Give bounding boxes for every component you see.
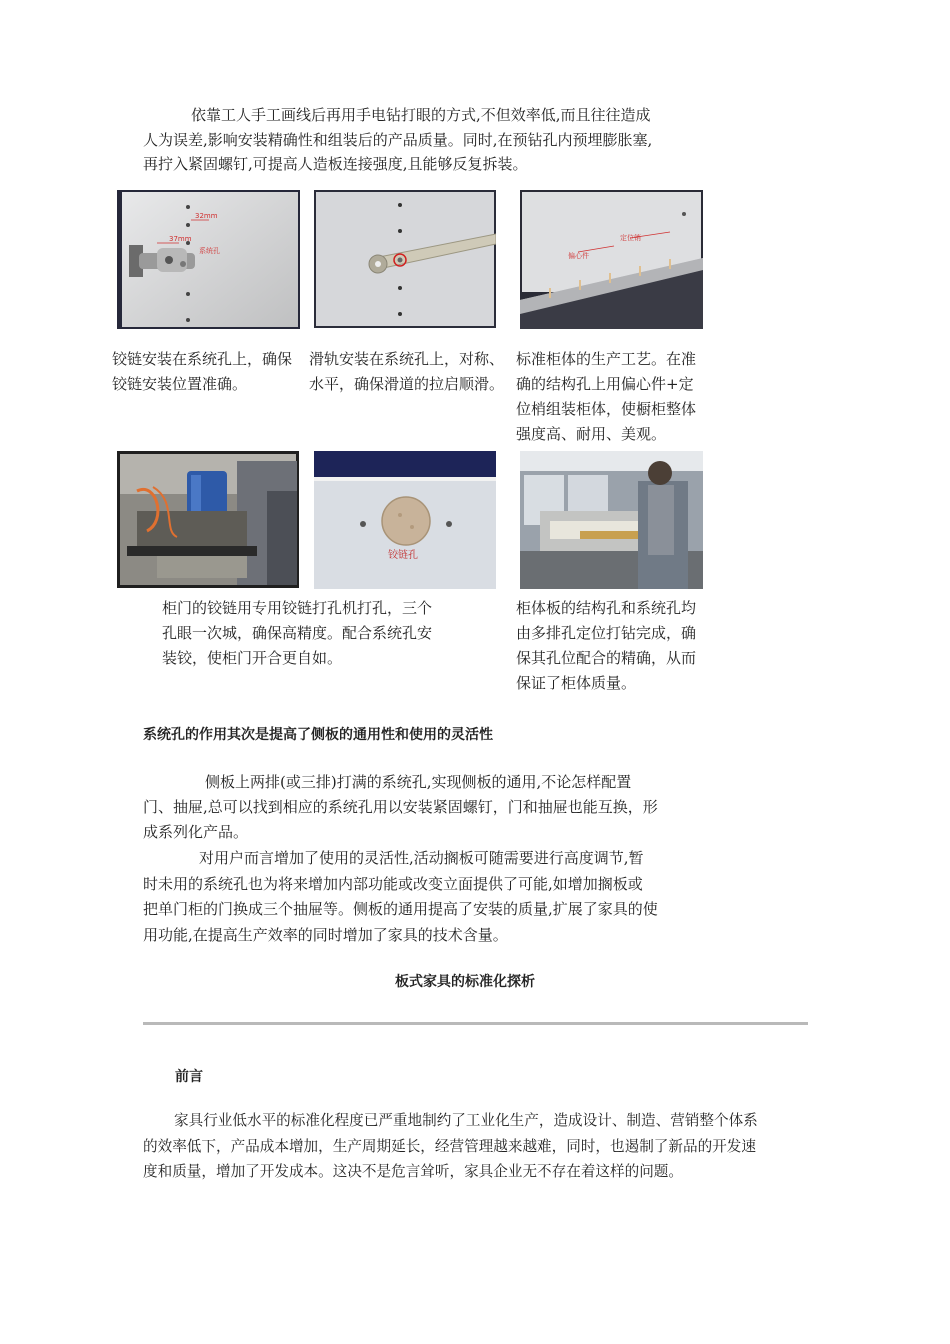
intro-line: 再拧入紧固螺钉,可提高人造板连接强度,且能够反复拆装。 (143, 155, 528, 173)
caption-line: 保证了柜体质量。 (516, 674, 637, 692)
caption-line: 装铰，使柜门开合更自如。 (162, 649, 343, 667)
caption-line: 标准柜体的生产工艺。在准 (516, 350, 697, 368)
section-line: 对用户而言增加了使用的灵活性,活动搁板可随需要进行高度调节,暂 (199, 849, 644, 867)
cabinet-caption (516, 347, 716, 447)
multi-row-boring-photo (520, 451, 703, 589)
section-line: 把单门柜的门换成三个抽屉等。侧板的通用提高了安装的质量,扩展了家具的使 (143, 900, 658, 918)
slide-rail-photo (314, 190, 496, 328)
caption-line: 水平，确保滑道的拉启顺滑。 (309, 375, 505, 393)
horizontal-divider (143, 1022, 808, 1025)
section-line: 门、抽屉,总可以找到相应的系统孔用以安装紧固螺钉，门和抽屉也能互换，形 (143, 798, 658, 816)
preface-line: 的效率低下，产品成本增加，生产周期延长，经营管理越来越难，同时，也遏制了新品的开发速 (143, 1137, 756, 1155)
cabinet-label-eccentric: 偏心件 (568, 252, 589, 260)
slide-caption (309, 347, 514, 397)
section-heading: 系统孔的作用其次是提高了侧板的通用性和使用的灵活性 (143, 727, 493, 743)
caption-line: 柜门的铰链用专用铰链打孔机打孔，三个 (162, 599, 433, 617)
hinge-label-system-hole: 系统孔 (199, 247, 220, 255)
hinge-label-32mm: 32mm (195, 212, 218, 220)
section-paragraph-1 (143, 770, 723, 845)
caption-line: 孔眼一次城，确保高精度。配合系统孔安 (162, 624, 433, 642)
hinge-caption (112, 347, 312, 397)
boring-caption (516, 596, 716, 696)
hinge-label-37mm: 37mm (169, 235, 192, 243)
cabinet-photo-graphic (520, 190, 703, 329)
section-line: 用功能,在提高生产效率的同时增加了家具的技术含量。 (143, 925, 508, 944)
hinge-drilling-machine-photo (117, 451, 299, 588)
caption-line: 位梢组装柜体，使橱柜整体 (516, 400, 697, 418)
cabinet-label-dowel: 定位销 (620, 234, 641, 242)
hinge-hole-label: 铰链孔 (388, 550, 418, 561)
hinge-hole-photo (314, 451, 496, 589)
intro-line: 人为误差,影响安装精确性和组装后的产品质量。同时,在预钻孔内预埋膨胀塞, (143, 130, 653, 149)
cabinet-assembly-photo (520, 190, 703, 329)
drilling-machine-graphic (117, 451, 299, 588)
caption-line: 由多排孔定位打钻完成，确 (516, 624, 697, 642)
slide-photo-graphic (314, 190, 496, 328)
hinge-hole-graphic (314, 451, 496, 589)
caption-line: 铰链安装在系统孔上，确保 (112, 350, 293, 368)
section-line: 时未用的系统孔也为将来增加内部功能或改变立面提供了可能,如增加搁板或 (143, 874, 643, 893)
hinge-photo-graphic (117, 190, 300, 329)
intro-paragraph (143, 103, 703, 177)
hinge-installation-photo (117, 190, 300, 329)
caption-line: 确的结构孔上用偏心件+定 (516, 375, 694, 393)
section-line: 成系列化产品。 (143, 823, 249, 841)
caption-line: 强度高、耐用、美观。 (516, 425, 667, 443)
hinge-drilling-caption (162, 596, 462, 671)
section-paragraph-2 (143, 846, 723, 948)
boring-machine-graphic (520, 451, 703, 589)
caption-line: 滑轨安装在系统孔上，对称、 (309, 350, 505, 368)
article-title: 板式家具的标准化探析 (395, 974, 535, 990)
caption-line: 柜体板的结构孔和系统孔均 (516, 599, 697, 617)
intro-line: 依靠工人手工画线后再用手电钻打眼的方式,不但效率低,而且往往造成 (191, 106, 651, 124)
caption-line: 铰链安装位置准确。 (112, 375, 248, 393)
preface-heading: 前言 (175, 1069, 203, 1085)
preface-line: 度和质量，增加了开发成本。这决不是危言耸听，家具企业无不存在着这样的问题。 (143, 1163, 683, 1180)
caption-line: 保其孔位配合的精确，从而 (516, 649, 697, 667)
preface-line: 家具行业低水平的标准化程度已严重地制约了工业化生产，造成设计、制造、营销整个体系 (174, 1112, 758, 1129)
preface-paragraph (143, 1108, 823, 1185)
section-line: 侧板上两排(或三排)打满的系统孔,实现侧板的通用,不论怎样配置 (205, 773, 632, 791)
